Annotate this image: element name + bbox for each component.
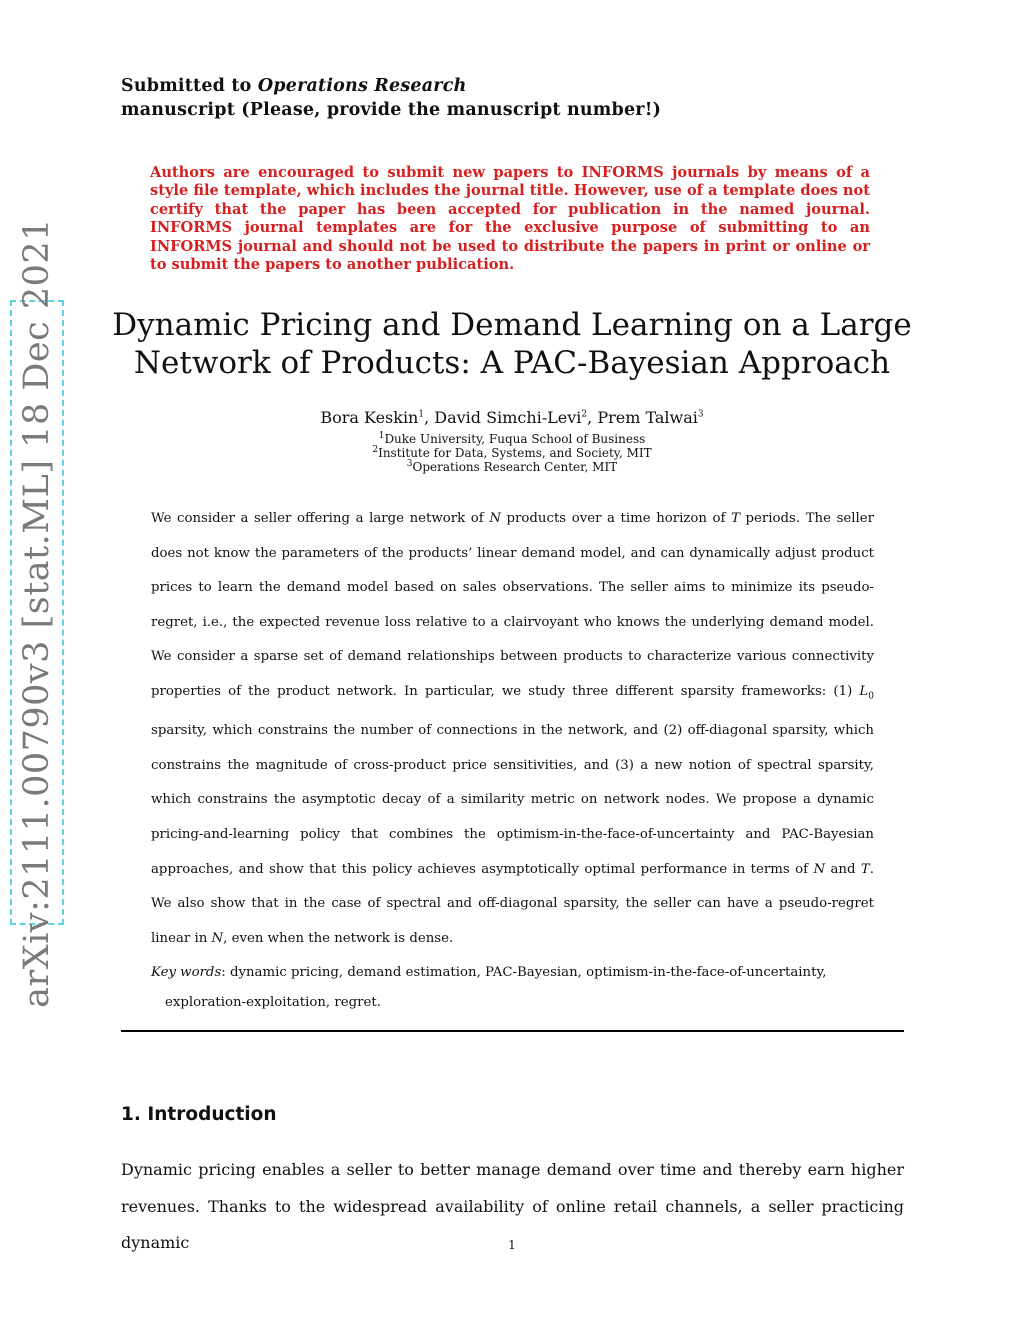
abstract-part: , even when the network is dense. <box>223 930 454 946</box>
author-sup: 3 <box>697 409 704 420</box>
math-T: T <box>860 861 870 877</box>
math-N: N <box>813 861 826 877</box>
header-prefix: Submitted to <box>121 76 252 96</box>
affiliation-text: Duke University, Fuqua School of Business <box>384 432 646 446</box>
math-N: N <box>211 930 224 946</box>
math-L: L <box>859 683 869 699</box>
abstract-part: products over a time horizon of <box>500 511 732 526</box>
title-line-1: Dynamic Pricing and Demand Learning on a Large <box>112 307 912 343</box>
page-number: 1 <box>508 1238 516 1252</box>
affiliation-sup: 1 <box>378 431 385 441</box>
keywords-list: : dynamic pricing, demand estimation, PAC-Bayesian, optimism-in-the-face-of-uncertainty, <box>221 965 827 980</box>
affiliation-sup: 3 <box>406 459 413 469</box>
keywords-label: Key words <box>151 965 222 980</box>
keywords-line-1 <box>151 958 874 988</box>
affiliation-3 <box>100 461 924 475</box>
arxiv-stamp <box>10 217 64 1008</box>
journal-header <box>121 74 661 122</box>
author-name: Prem Talwai <box>597 408 698 427</box>
abstract-text <box>151 502 874 956</box>
keywords-line-2: exploration-exploitation, regret. <box>165 995 381 1010</box>
author-sup: 1 <box>418 409 425 420</box>
affiliation-1 <box>100 433 924 447</box>
affiliation-2 <box>100 447 924 461</box>
arxiv-stamp-text: arXiv:2111.00790v3 [stat.ML] 18 Dec 2021 <box>17 217 57 1008</box>
horizontal-rule <box>121 1030 904 1032</box>
manuscript-line: manuscript (Please, provide the manuscript number!) <box>121 100 662 120</box>
abstract-part: and <box>825 861 861 877</box>
paper-title <box>100 306 924 382</box>
math-T: T <box>731 511 740 526</box>
journal-name: Operations Research <box>257 76 467 96</box>
author-name: Bora Keskin <box>320 408 419 427</box>
author-name: David Simchi-Levi <box>434 408 582 427</box>
title-line-2: Network of Products: A PAC-Bayesian Approach <box>133 345 891 381</box>
abstract-part: We consider a seller offering a large network of <box>151 511 490 526</box>
keywords <box>151 958 874 1018</box>
intro-paragraph: Dynamic pricing enables a seller to better manage demand over time and thereby earn higher revenues. Thanks to the widespread availability of online retail channels, a seller practicing dynamic <box>121 1160 904 1252</box>
affiliation-text: Institute for Data, Systems, and Society, MIT <box>378 446 652 460</box>
abstract <box>151 502 874 956</box>
author-sup: 2 <box>581 409 588 420</box>
math-N: N <box>489 511 501 526</box>
section-heading: 1. Introduction <box>121 1104 277 1125</box>
abstract-part: sparsity, which constrains the number of connections in the network, and (2) off-diagonal sparsity, which constrains the magnitude of cross-product price sensitivities, and (3) a new notion of spectral sparsity, which constrains the asymptotic decay of a similarity metric on network nodes. We propose a dynamic pricing-and-learning policy that combines the optimism-in-the-face-of-uncertainty and PAC-Bayesian approaches, and show that this policy achieves asymptotically optimal performance in terms of <box>151 723 874 877</box>
affiliation-sup: 2 <box>372 445 379 455</box>
affiliation-text: Operations Research Center, MIT <box>412 460 618 474</box>
author-list: Bora Keskin$^1$, David Simchi-Levi$^2$, Prem Talwai$^3$ <box>320 408 704 427</box>
math-L-subscript: 0 <box>868 691 874 702</box>
header-line-1 <box>121 74 661 98</box>
informs-notice: Authors are encouraged to submit new papers to INFORMS journals by means of a style file template, which includes the journal title. However, use of a template does not certify that the paper has been accepted for publication in the named journal. INFORMS journal templates are for the exclusive purpose of submitting to an INFORMS journal and should not be used to distribute the papers in print or online or to submit the papers to another publication. <box>150 164 870 274</box>
abstract-part: periods. The seller does not know the parameters of the products’ linear demand model, and can dynamically adjust product prices to learn the demand model based on sales observations. The seller aims to minimize its pseudo-regret, i.e., the expected revenue loss relative to a clairvoyant who knows the underlying demand model. We consider a sparse set of demand relationships between products to characterize various connectivity properties of the product network. In particular, we study three different sparsity frameworks: (1) <box>151 511 875 699</box>
abstract-part: . We also show that in the case of spectral and off-diagonal sparsity, the seller can have a pseudo-regret linear in <box>151 861 875 946</box>
